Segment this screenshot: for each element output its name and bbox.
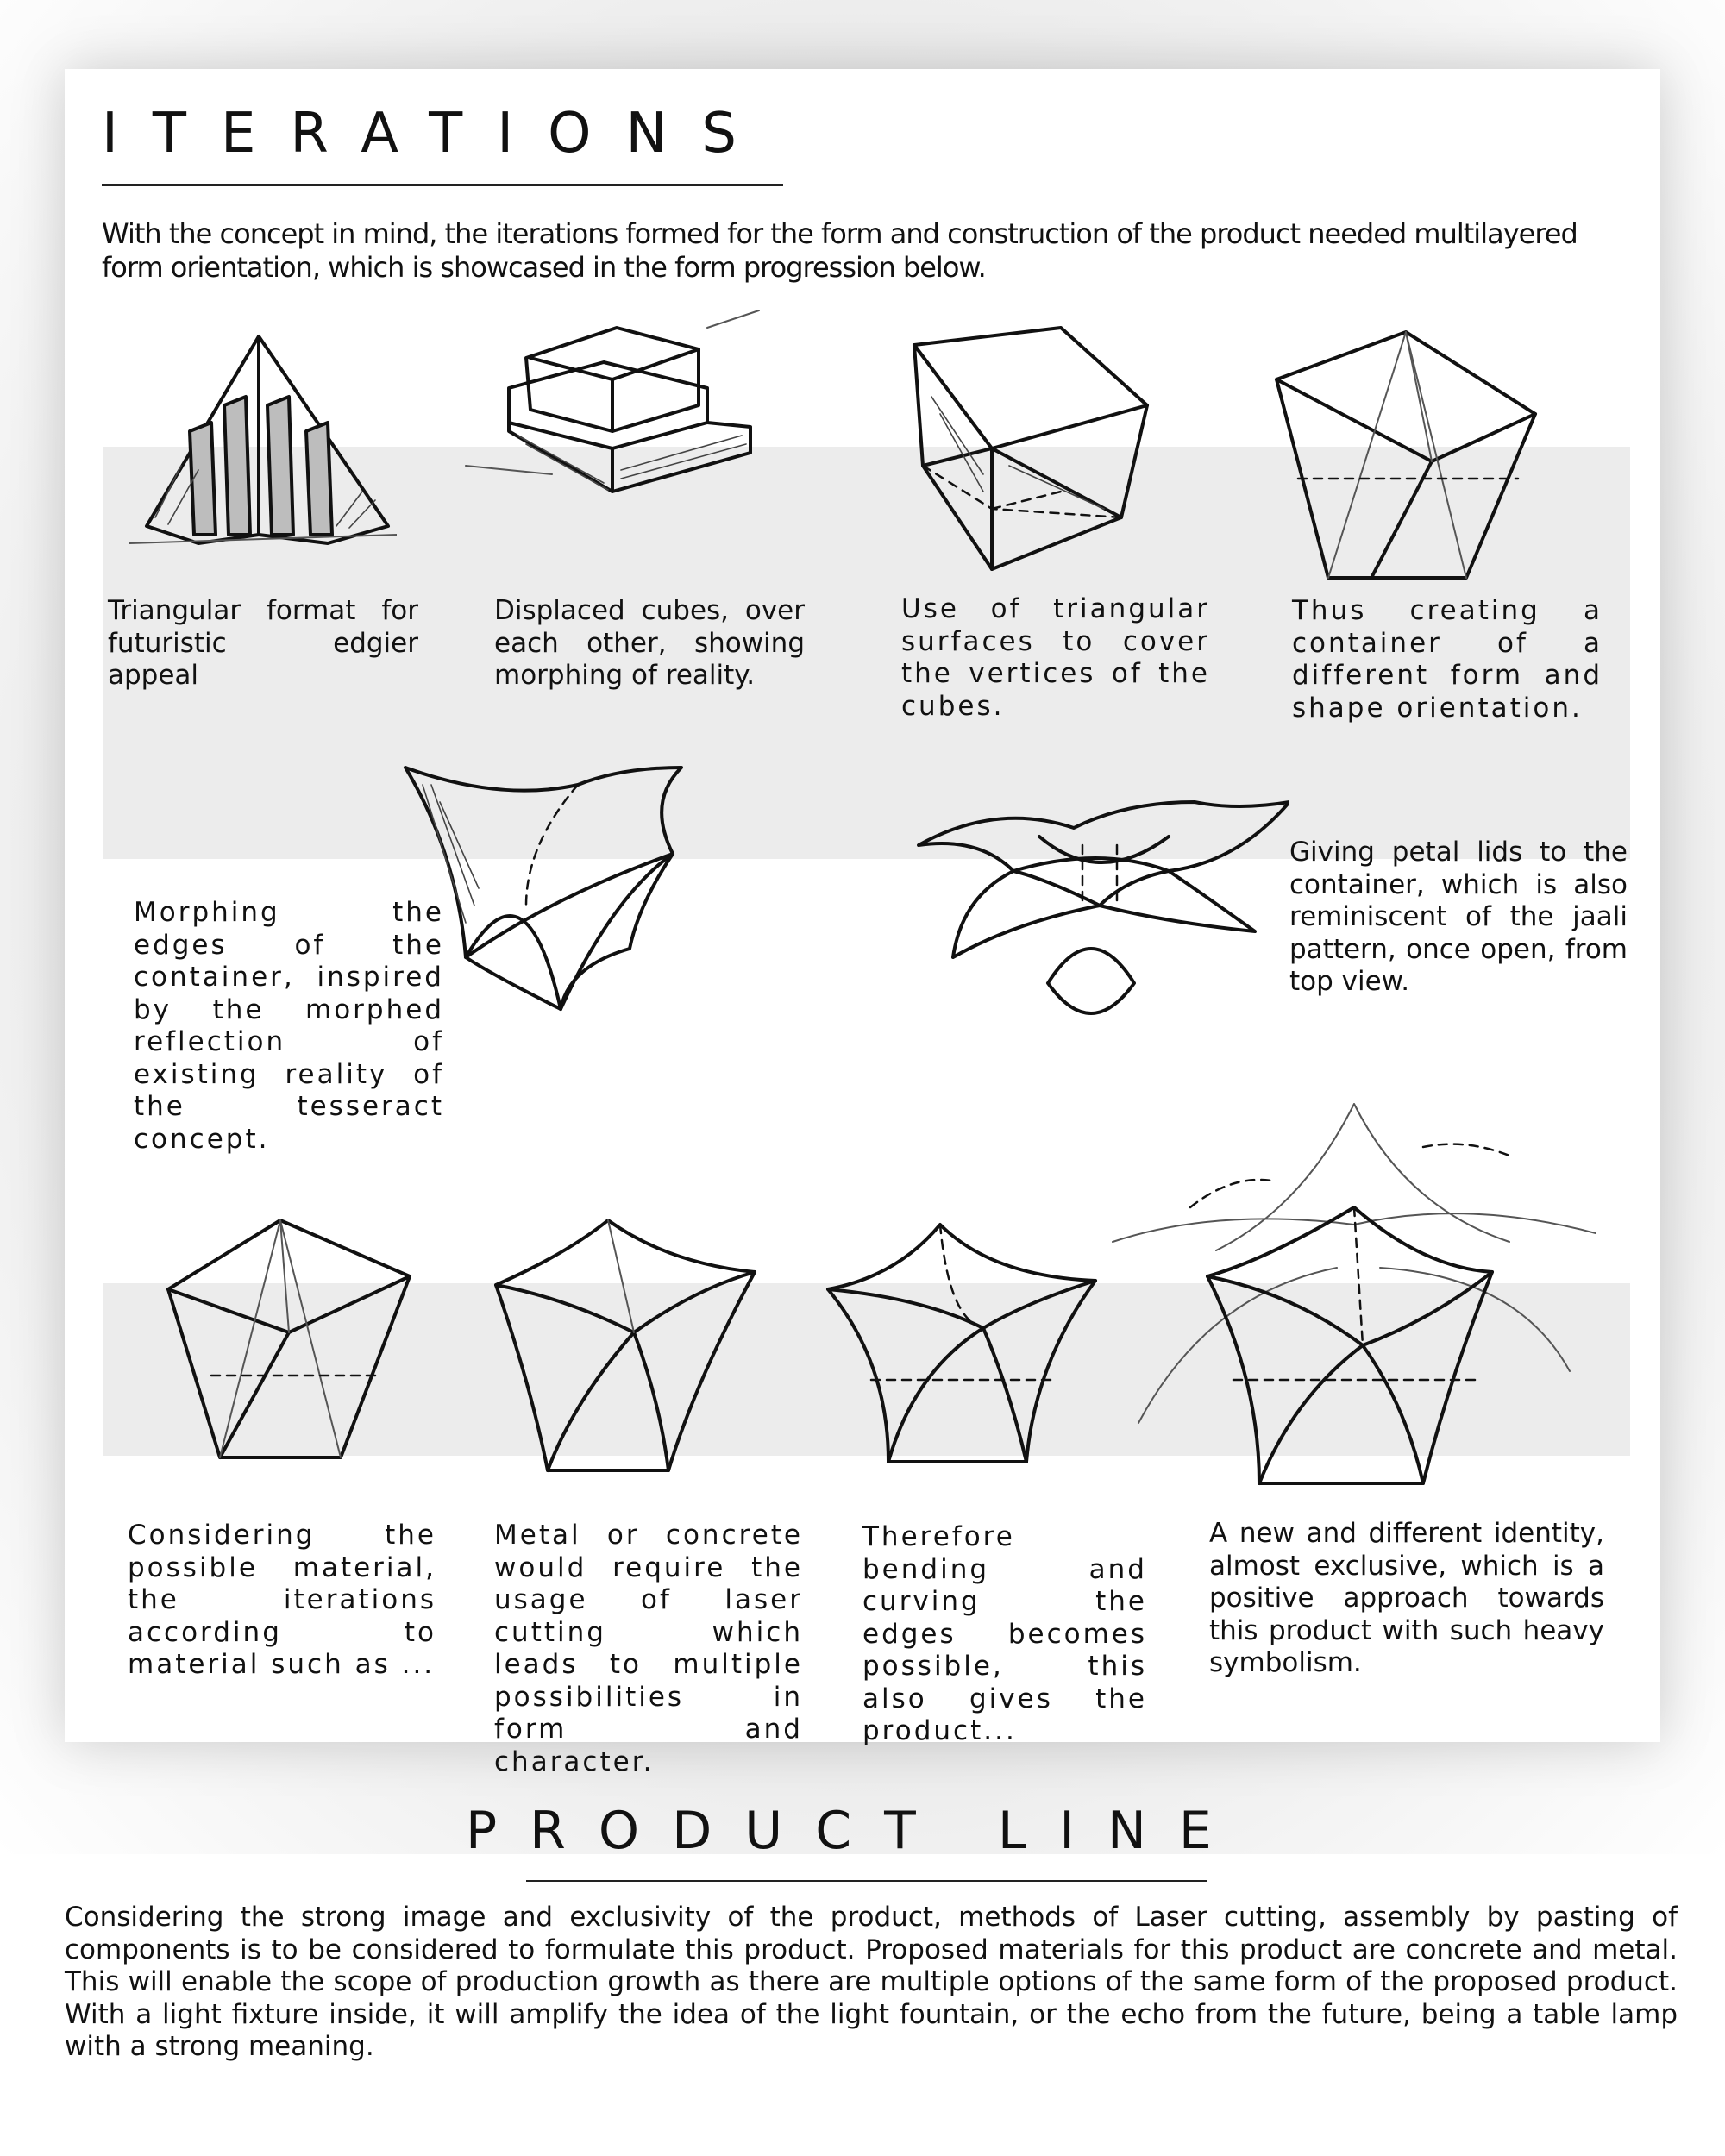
- container-bent-sketch: [819, 1216, 1104, 1475]
- iteration-10-caption: A new and different identity, almost exclusive, which is a positive approach towards this product with such heavy symbolism.: [1209, 1518, 1604, 1678]
- iterations-title: ITERATIONS: [102, 102, 771, 166]
- iteration-1-caption: Triangular format for futuristic edgier appeal: [108, 595, 418, 691]
- iteration-9-caption: Therefore bending and curving the edges becomes possible, this also gives the product...: [862, 1521, 1147, 1746]
- triangular-prism-sketch: [129, 328, 397, 569]
- product-line-title: PRODUCT LINE: [466, 1801, 1245, 1861]
- iteration-7-caption: Considering the possible material, the iterations according to material such as ...: [128, 1520, 436, 1680]
- iteration-5-caption: Morphing the edges of the container, inspired by the morphed reflection of existing reality of the tesseract concept.: [134, 897, 444, 1155]
- morphed-container-sketch: [397, 750, 733, 1026]
- container-curved-sketch: [479, 1212, 772, 1488]
- container-straight-sketch: [160, 1212, 418, 1470]
- container-open-petals-sketch: [1104, 1095, 1596, 1492]
- displaced-cubes-sketch: [448, 293, 776, 586]
- iteration-2-caption: Displaced cubes, over each other, showing morphing of reality.: [494, 595, 805, 691]
- iteration-8-caption: Metal or concrete would require the usage of laser cutting which leads to multiple possibilities in form and character.: [494, 1520, 803, 1777]
- pentagonal-container-sketch: [1259, 323, 1552, 599]
- petal-lid-sketch: [910, 785, 1289, 1044]
- iterations-intro: With the concept in mind, the iterations formed for the form and construction of the product needed multilayered form orientation, which is showcased in the form progression below.: [102, 217, 1578, 284]
- iteration-4-caption: Thus creating a container of a different form and shape orientation.: [1292, 595, 1603, 724]
- iteration-6-caption: Giving petal lids to the container, which is also reminiscent of the jaali pattern, once open, from top view.: [1289, 837, 1628, 997]
- product-line-text: Considering the strong image and exclusivity of the product, methods of Laser cutting, assembly by pasting of components is to be considered to formulate this product. Proposed materials for this product are concrete and metal. This will enable the scope of production growth as there are multiple options of the same form of the proposed product. With a light fixture inside, it will amplify the idea of the light fountain, or the echo from the future, being a table lamp with a strong meaning.: [65, 1902, 1678, 2062]
- product-line-underline: [526, 1880, 1208, 1882]
- iteration-3-caption: Use of triangular surfaces to cover the vertices of the cubes.: [901, 593, 1210, 722]
- triangulated-cube-sketch: [888, 319, 1164, 586]
- title-underline: [102, 184, 783, 186]
